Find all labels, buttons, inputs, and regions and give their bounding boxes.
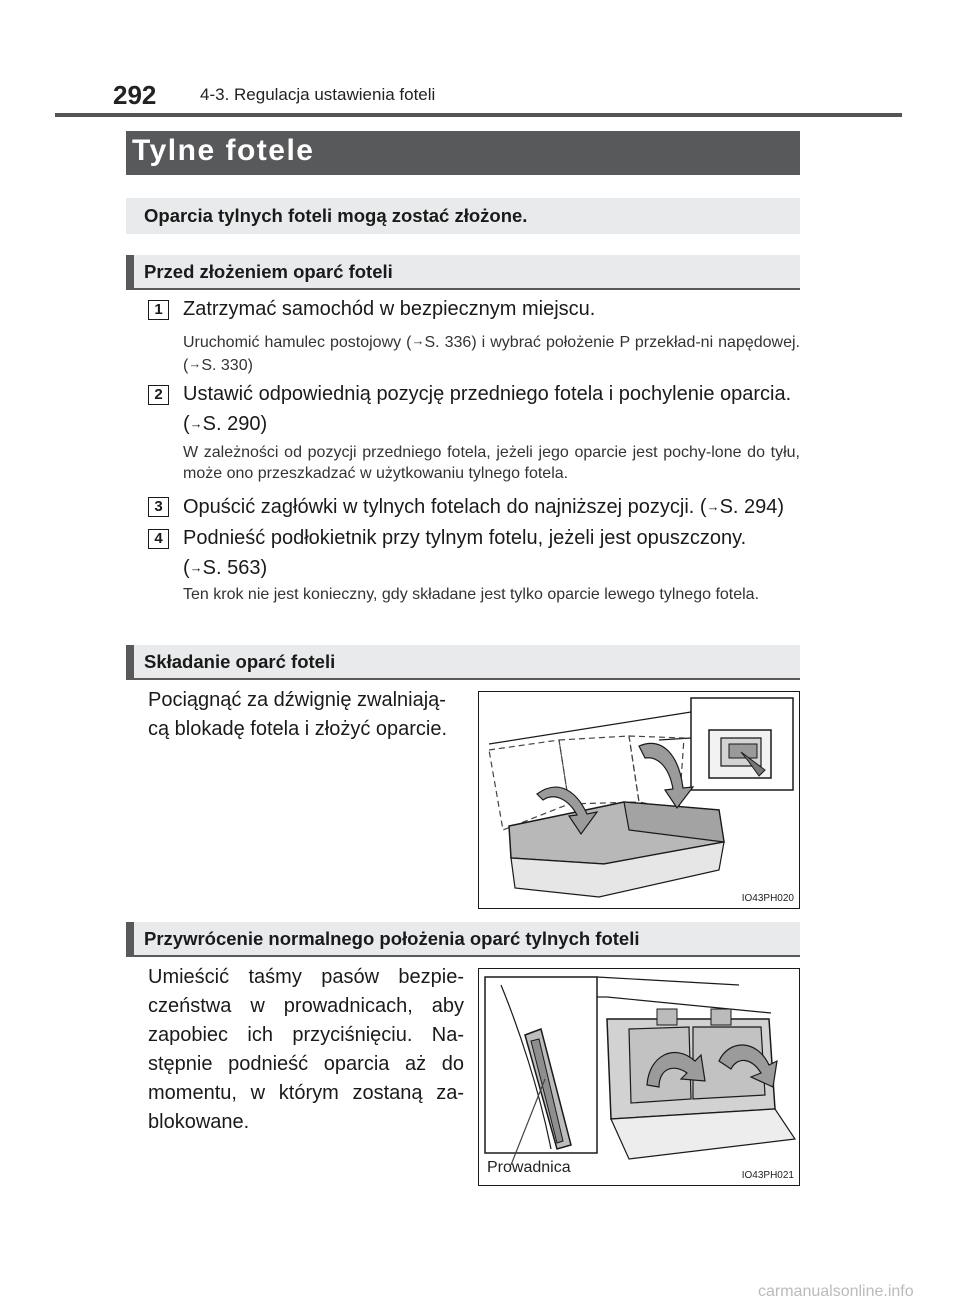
subsection-heading-restoring <box>126 922 800 955</box>
step-4-text: Podnieść podłokietnik przy tylnym fotelu, jeżeli jest opuszczony. (→S. 563) <box>183 527 747 579</box>
subsection-heading-text: Przywrócenie normalnego położenia oparć tylnych foteli <box>144 928 640 949</box>
header-rule <box>55 113 902 117</box>
intro-text: Oparcia tylnych foteli mogą zostać złożone. <box>144 205 528 226</box>
folding-illustration <box>479 692 798 907</box>
step-1-text: Zatrzymać samochód w bezpiecznym miejscu. <box>183 298 596 320</box>
step-number-2: 2 <box>148 385 169 405</box>
subsection-heading-text: Przed złożeniem oparć foteli <box>144 261 393 282</box>
figure-label-guide: Prowadnica <box>487 1159 571 1176</box>
arrow-icon: → <box>706 499 720 514</box>
arrow-icon: → <box>189 416 203 431</box>
watermark: carmanualsonline.info <box>758 1283 914 1300</box>
page-number: 292 <box>113 80 157 110</box>
restoring-illustration <box>479 969 798 1184</box>
subsection-heading-text: Składanie oparć foteli <box>144 651 336 672</box>
step-3-text: Opuścić zagłówki w tylnych fotelach do najniższej pozycji. (→S. 294) <box>183 496 785 518</box>
figure-code: IO43PH021 <box>741 1170 794 1181</box>
figure-code: IO43PH020 <box>741 893 794 904</box>
page-title: Tylne fotele <box>132 134 315 167</box>
step-number-3: 3 <box>148 497 169 517</box>
step-number-1: 1 <box>148 300 169 320</box>
page-header <box>0 0 960 118</box>
figure-folding-seatbacks <box>478 691 800 909</box>
step-2-text: Ustawić odpowiednią pozycję przedniego fotela i pochylenie oparcia. (→S. 290) <box>183 383 792 435</box>
arrow-icon: → <box>411 333 425 348</box>
restoring-instructions: Umieścić taśmy pasów bezpie-czeństwa w prowadnicach, aby zapobiec ich przyciśnięciu. Na-stępnie podnieść oparcia aż do momentu, w którym zostaną za-blokowane. <box>148 966 464 1133</box>
step-4-note: Ten krok nie jest konieczny, gdy składane jest tylko oparcie lewego tylnego fotela. <box>183 586 760 603</box>
chapter-title: 4-3. Regulacja ustawienia foteli <box>200 85 436 104</box>
figure-restoring-seatbacks <box>478 968 800 1186</box>
intro-box <box>126 198 800 234</box>
subsection-heading-before-folding <box>126 255 800 288</box>
folding-instructions: Pociągnąć za dźwignię zwalniają-cą blokadę fotela i złożyć oparcie. <box>148 689 448 740</box>
subsection-heading-folding <box>126 645 800 678</box>
section-title-bar <box>126 131 800 175</box>
step-2-note: W zależności od pozycji przedniego fotela, jeżeli jego oparcie jest pochy-lone do tyłu, może ono przeszkadzać w użytkowaniu tylnego fotela. <box>183 444 800 482</box>
arrow-icon: → <box>188 356 202 371</box>
arrow-icon: → <box>189 560 203 575</box>
step-1-note: Uruchomić hamulec postojowy (→S. 336) i wybrać położenie P przekład-ni napędowej. (→S. 330) <box>183 333 800 374</box>
step-number-4: 4 <box>148 529 169 549</box>
